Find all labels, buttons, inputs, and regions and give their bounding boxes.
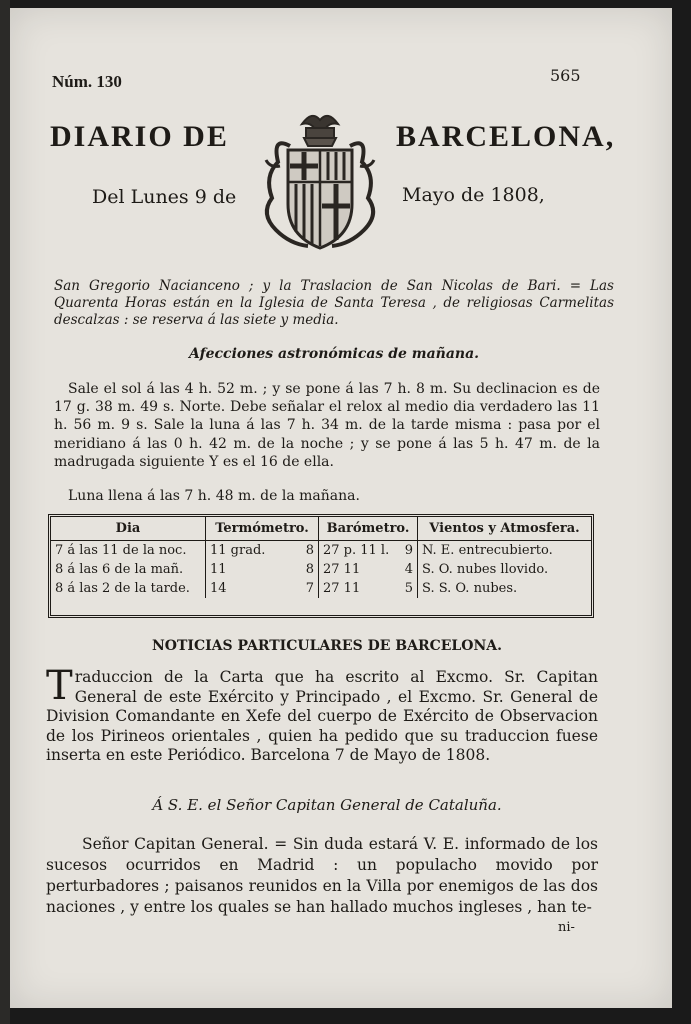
weather-table-header	[51, 517, 591, 541]
cell-barometer	[319, 541, 418, 561]
cell-thermometer	[206, 560, 319, 579]
barometer-value: 27 11	[323, 562, 361, 577]
cell-dia: 7 á las 11 de la noc.	[51, 541, 206, 561]
table-row	[51, 560, 591, 579]
book-spine	[0, 0, 10, 1024]
news-section-heading: NOTICIAS PARTICULARES DE BARCELONA.	[152, 638, 502, 654]
thermometer-sub: 8	[305, 543, 314, 558]
cell-thermometer	[206, 579, 319, 598]
masthead-title-left: DIARIO DE	[50, 120, 229, 153]
thermometer-value: 11	[210, 562, 227, 577]
thermometer-value: 11 grad.	[210, 543, 266, 558]
date-line-right: Mayo de 1808,	[402, 184, 545, 206]
thermometer-sub: 7	[305, 581, 314, 596]
full-moon-note: Luna llena á las 7 h. 48 m. de la mañana.	[68, 488, 360, 504]
catchword: ni-	[558, 920, 575, 935]
astronomy-paragraph	[54, 380, 600, 471]
column-header-barometer: Barómetro.	[319, 517, 418, 541]
newspaper-page	[10, 8, 672, 1008]
cell-winds: N. E. entrecubierto.	[422, 543, 553, 558]
astronomy-heading: Afecciones astronómicas de mañana.	[188, 346, 480, 362]
letter-dedication: Á S. E. el Señor Capitan General de Cataluña.	[152, 796, 502, 814]
table-row	[51, 541, 591, 561]
cell-dia: 8 á las 6 de la mañ.	[51, 560, 206, 579]
thermometer-value: 14	[210, 581, 227, 596]
barometer-value: 27 11	[323, 581, 361, 596]
barcelona-coat-of-arms-icon	[250, 106, 390, 256]
column-header-dia: Dia	[51, 517, 206, 541]
news-intro-paragraph	[46, 663, 598, 766]
cell-thermometer	[206, 541, 319, 561]
cell-barometer	[319, 579, 418, 598]
weather-table	[48, 514, 594, 618]
column-header-thermometer: Termómetro.	[206, 517, 319, 541]
barometer-sub: 4	[404, 562, 413, 577]
news-intro-text: raduccion de la Carta que ha escrito al Excmo. Sr. Capitan General de este Exército y Principado , el Excmo. Sr. General de Division Comandante en Xefe del cuerpo de Exército de Observacion de los Pirineos orientales , quien ha pedido que su traduccion fuese inserta en este Periódico. Barcelona 7 de Mayo de 1808.	[46, 668, 598, 764]
astronomy-text: Sale el sol á las 4 h. 52 m. ; y se pone á las 7 h. 8 m. Su declinacion es de 17 g. 38 m. 49 s. Norte. Debe señalar el relox al medio dia verdadero las 11 h. 56 m. 9 s. Sale la luna á las 7 h. 34 m. de la tarde misma : pasa por el meridiano á las 0 h. 42 m. de la noche ; y se pone á las 5 h. 47 m. de la madrugada siguiente Y es el 16 de ella.	[54, 381, 600, 470]
saints-of-the-day: San Gregorio Nacianceno ; y la Traslacion de San Nicolas de Bari. = Las Quarenta Horas están en la Iglesia de Santa Teresa , de religiosas Carmelitas descalzas : se reserva á las siete y media.	[54, 278, 614, 328]
cell-barometer	[319, 560, 418, 579]
barometer-sub: 9	[404, 543, 413, 558]
cell-winds: S. S. O. nubes.	[422, 581, 518, 596]
page-number: 565	[550, 66, 581, 85]
barometer-value: 27 p. 11 l.	[323, 543, 390, 558]
table-row	[51, 579, 591, 598]
cell-winds: S. O. nubes llovido.	[422, 562, 549, 577]
date-line-left: Del Lunes 9 de	[92, 186, 237, 208]
column-header-winds: Vientos y Atmosfera.	[418, 517, 592, 541]
cell-dia: 8 á las 2 de la tarde.	[51, 579, 206, 598]
barometer-sub: 5	[404, 581, 413, 596]
thermometer-sub: 8	[305, 562, 314, 577]
issue-number: Núm. 130	[52, 72, 122, 91]
letter-body	[46, 834, 598, 918]
letter-text: Señor Capitan General. = Sin duda estará V. E. informado de los sucesos ocurridos en Madrid : un populacho movido por perturbadores ; paisanos reunidos en la Villa por enemigos de las dos naciones , y entre los quales se han hallado muchos ingleses , han te-	[46, 835, 598, 916]
masthead-title-right: BARCELONA,	[396, 120, 616, 153]
drop-cap: T	[46, 663, 73, 709]
